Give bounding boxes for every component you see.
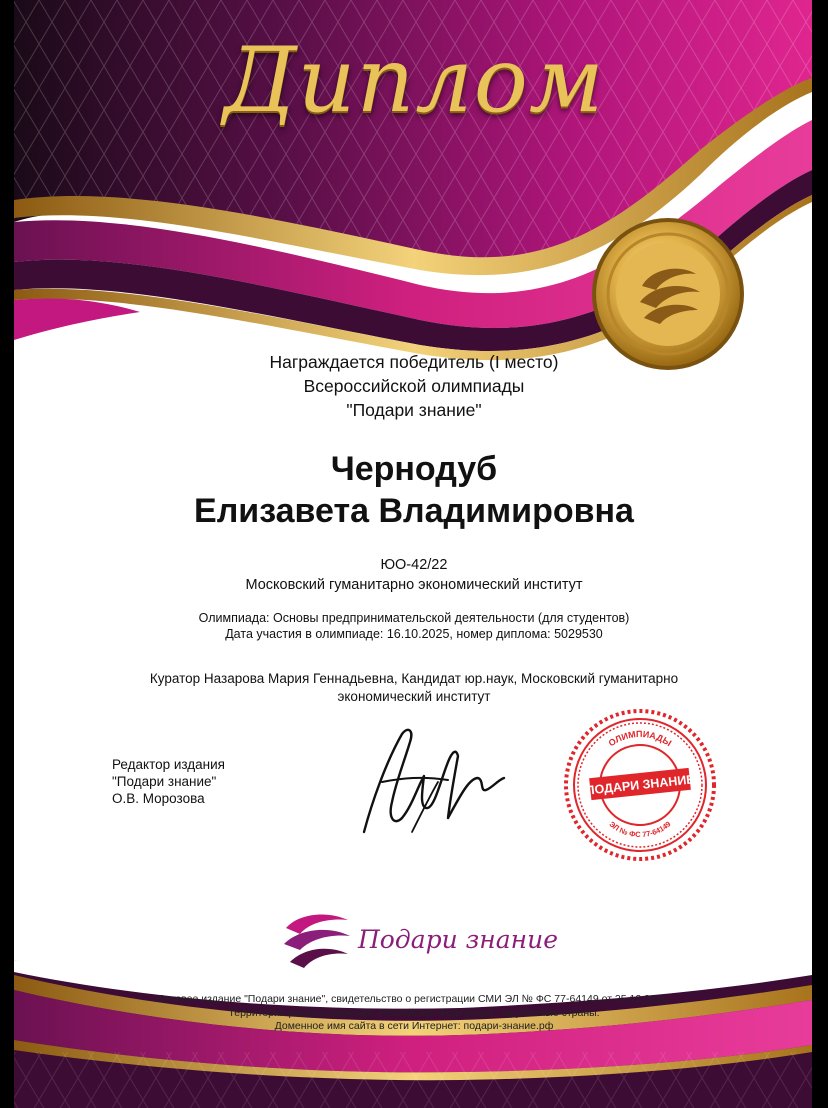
olympiad-info — [0, 610, 828, 642]
footer-line-2: Территория распространения: Российская Федерация, зарубежные страны. — [228, 1006, 600, 1019]
gold-medal-icon — [590, 216, 746, 372]
award-text — [0, 350, 828, 422]
editor-line-1: Редактор издания — [112, 757, 225, 772]
curator-info: Куратор Назарова Мария Геннадьевна, Кандидат юр.наук, Московский гуманитарно экономический институт — [149, 671, 679, 704]
seal-top-text: ОЛИМПИАДЫ — [606, 728, 674, 749]
group-code: ЮО-42/22 — [380, 557, 448, 573]
seal-main-text: ПОДАРИ ЗНАНИЕ — [584, 772, 696, 798]
editor-line-3: О.В. Морозова — [112, 791, 205, 806]
recipient-given-names: Елизавета Владимировна — [194, 492, 634, 530]
signature-image — [352, 722, 512, 842]
olympiad-subject: Олимпиада: Основы предпринимательской деятельности (для студентов) — [198, 611, 630, 625]
brand-logo-icon — [282, 910, 354, 972]
institution-block — [0, 555, 828, 595]
editor-info — [112, 756, 225, 807]
editor-line-2: "Подари знание" — [112, 774, 217, 789]
seal-bottom-text: ЭЛ № ФС 77-64149 — [607, 819, 673, 840]
footer-info — [0, 993, 828, 1034]
official-seal — [562, 707, 718, 863]
brand-name: Подари знание — [358, 925, 559, 954]
right-border — [812, 0, 828, 1108]
footer-line-3: Доменное имя сайта в сети Интернет: подари-знание.рф — [274, 1020, 554, 1032]
olympiad-details: Дата участия в олимпиаде: 16.10.2025, номер диплома: 5029530 — [225, 627, 603, 641]
diploma-title: Диплом — [223, 28, 605, 133]
institution-name: Московский гуманитарно экономический институт — [245, 577, 583, 593]
left-border — [0, 0, 14, 1108]
recipient-name — [0, 448, 828, 532]
award-line-1: Награждается победитель (I место) — [269, 352, 559, 372]
award-line-2: Всероссийской олимпиады — [303, 376, 525, 396]
footer-line-1: Сетевое издание "Подари знание", свидетельство о регистрации СМИ ЭЛ № ФС 77-64149 от 25.12.2015. — [157, 993, 671, 1005]
recipient-surname: Чернодуб — [330, 450, 498, 488]
award-line-3: "Подари знание" — [346, 400, 482, 420]
